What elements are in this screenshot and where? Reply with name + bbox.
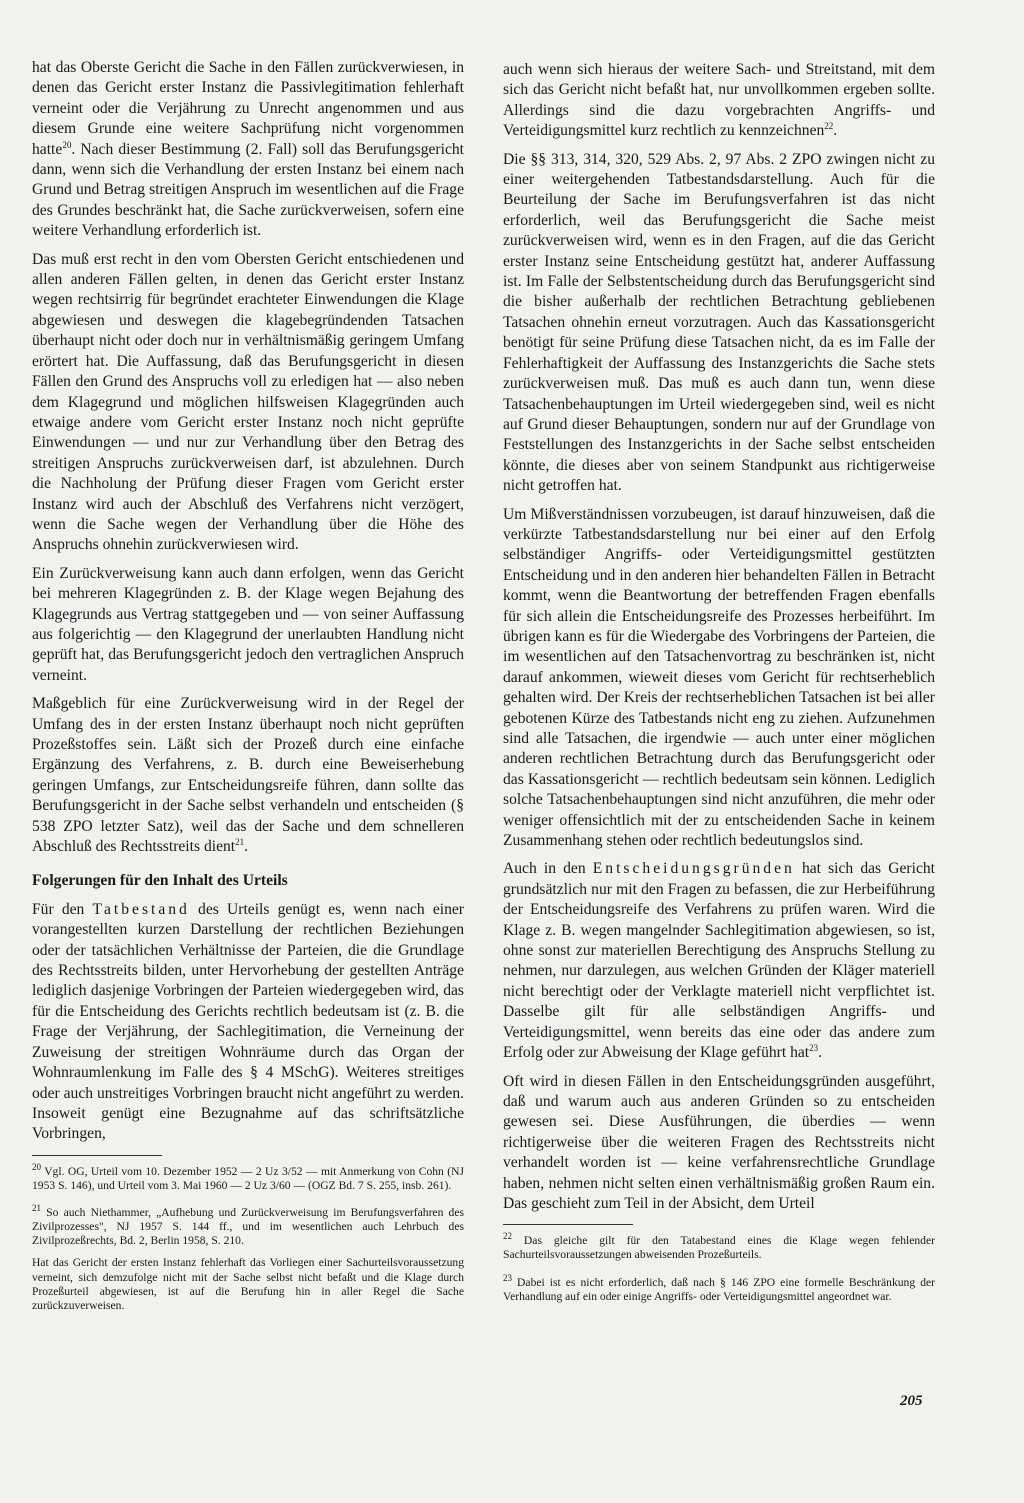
text-run: . Nach dieser Bestimmung (2. Fall) soll das Berufungsgericht dann, wenn sich die Verhandlung der ersten Instanz bei einem nach Grund und Betrag streitigen Anspruch im wesentlichen auf die Frage des Grundes beschränkt hat, die Sache zurückverweisen, sofern eine weitere Verhandlung erforderlich ist. — [32, 140, 464, 240]
footnote-20 — [32, 1160, 464, 1193]
text-run: . — [833, 122, 838, 140]
footnote-ref[interactable]: 21 — [235, 836, 245, 847]
text-run: hat sich das Gericht grundsätzlich nur mit den Fragen zu befassen, die zur Herbeiführung der Entscheidungsreife des Verfahrens zu prüfen waren. Wird die Klage z. B. wegen mangelnder Sachlegitimation abgewiesen, so ist, ohne sonst zur materiellen Berechtigung des Anspruchs Stellung zu nehmen, nur darzulegen, aus welchen Gründen der Kläger materiell nicht berechtigt oder der Verklagte materiell nicht verpflichtet ist. Dasselbe gilt für alle selbständigen Angriffs- und Verteidigungsmittel, wenn bereits das eine oder das andere zum Erfolg oder zur Abweisung der Klage geführt hat — [503, 860, 935, 1062]
paragraph: Um Mißverständnissen vorzubeugen, ist darauf hinzuweisen, daß die verkürzte Tatbestandsdarstellung nur bei einer auf den Erfolg selbständiger Angriffs- oder Verteidigungsmittel gestützten Entscheidung und in den anderen hier behandelten Fällen in Betracht kommt, wenn die Beantwortung der betreffenden Fragen ebenfalls für sich allein die Entscheidungsreife des Prozesses herbeiführt. Im übrigen kann es für die Wiedergabe des Vorbringens der Parteien, die im wesentlichen auf den Tatsachenvortrag zu beschränken ist, nicht darauf ankommen, wieweit dieses vom Gericht für rechtserheblich gehalten wird. Der Kreis der rechtserheblichen Tatsachen ist bei aller gebotenen Kürze des Tatbestands nicht eng zu ziehen. Aufzunehmen sind alle Tatsachen, die irgendwie — auch unter einer möglichen anderen rechtlichen Betrachtung durch das Berufungsgericht oder das Kassationsgericht — rechtlich bedeutsam sein können. Lediglich solche Tatsachenbehauptungen sind nicht anzuführen, die mehr oder weniger offensichtlich mit der zu entscheidenden Sache in keinem Zusammenhang stehen oder rechtlich bedeutungslos sind. — [503, 505, 935, 850]
paragraph — [503, 60, 935, 142]
footnote-text: Dabei ist es nicht erforderlich, daß nach § 146 ZPO eine formelle Beschränkung der Verhandlung auf ein oder einige Angriffs- oder Verteidigungsmittel angeordnet war. — [503, 1275, 935, 1303]
paragraph: Ein Zurückverweisung kann auch dann erfolgen, wenn das Gericht bei mehreren Klagegründen z. B. der Klage wegen Bejahung des Klagegrunds aus Vertrag stattgegeben und — von seiner Auffassung aus folgerichtig — den Klagegrund der unerlaubten Handlung nicht geprüft hat, das Berufungsgericht jedoch den vertraglichen Anspruch verneint. — [32, 564, 464, 684]
text-run: auch wenn sich hieraus der weitere Sach- und Streitstand, mit dem sich das Gericht nicht befaßt hat, nur unvollkommen ergeben sollte. Allerdings sind die dazu vorgebrachten Angriffs- und Verteidigungsmittel kurz rechtlich zu kennzeichnen — [503, 61, 935, 140]
right-column — [503, 60, 935, 1312]
footnote-divider — [32, 1155, 162, 1156]
footnote-ref[interactable]: 22 — [824, 121, 834, 132]
text-run: Maßgeblich für eine Zurückverweisung wird in der Regel der Umfang des in der ersten Instanz überhaupt noch nicht geprüften Prozeßstoffes sein. Läßt sich der Prozeß durch eine einfache Ergänzung des Verfahrens, z. B. durch eine Beweiserhebung geringen Umfangs, zur Entscheidungsreife führen, dann sollte das Berufungsgericht in der Sache selbst verhandeln und entscheiden (§ 538 ZPO letzter Satz), weil das der Sache und dem schnelleren Abschluß des Rechtsstreits dient — [32, 695, 464, 856]
paragraph — [503, 859, 935, 1063]
text-run: des Urteils genügt es, wenn nach einer vorangestellten kurzen Darstellung der rechtlichen Beziehungen oder der tatsächlichen Verhältnisse der Parteien, die die Grundlage des Rechtsstreits bilden, unter Hervorhebung der gestellten Anträge lediglich dasjenige Vorbringen der Parteien wiedergegeben wird, das für die Entscheidung des Gerichts rechtlich bedeutsam ist (z. B. die Frage der Verjährung, der Sachlegitimation, die Verneinung der Zuweisung der streitigen Wohnräume durch das Organ der Wohnraumlenkung im Falle des § 4 MSchG). Weiteres streitiges oder auch unstreitiges Vorbringen braucht nicht angeführt zu werden. Insoweit genügt eine Bezugnahme auf das schriftsätzliche Vorbringen, — [32, 900, 465, 1143]
spaced-term: Entscheidungsgründen — [592, 860, 795, 878]
paragraph — [32, 694, 464, 857]
text-run: Für den — [32, 900, 93, 918]
paragraph — [32, 58, 464, 242]
spaced-term: Tatbestand — [92, 900, 190, 918]
text-run: hat das Oberste Gericht die Sache in den Fällen zurückverwiesen, in denen das Gericht erster Instanz die Passivlegitimation fehlerhaft verneint oder die Verjährung zu Unrecht angenommen und aus diesem Grunde eine weitere Sachprüfung nicht vorgenommen hatte — [32, 59, 464, 158]
footnote-ref[interactable]: 20 — [62, 139, 72, 150]
text-run: . — [244, 838, 249, 856]
footnote-divider — [503, 1224, 633, 1225]
text-run: . — [818, 1044, 823, 1062]
footnote-text: Vgl. OG, Urteil vom 10. Dezember 1952 — 2 Uz 3/52 — mit Anmerkung von Cohn (NJ 1953 S. 146), und Urteil vom 3. Mai 1960 — 2 Uz 3/60 — (OGZ Bd. 7 S. 255, insb. 261). — [32, 1164, 464, 1192]
paragraph — [32, 900, 464, 1145]
paragraph: Das muß erst recht in den vom Obersten Gericht entschiedenen und allen anderen Fällen gelten, in denen das Gericht erster Instanz wegen rechtsirrig für begründet erachteter Einwendungen die Klage abgewiesen und deswegen die klagebegründenden Tatsachen überhaupt nicht oder doch nur in verhältnismäßig geringem Umfang erörtert hat. Die Auffassung, daß das Berufungsgericht in diesen Fällen den Grund des Anspruchs voll zu erledigen hat — also neben dem Klagegrund und möglichen hilfsweisen Klagegründen auch etwaige andere vom Gericht erster Instanz noch nicht geprüfte Einwendungen — und nur zur Verhandlung über den Betrag des streitigen Anspruchs zurückverweisen darf, ist abzulehnen. Durch die Nachholung der Prüfung dieser Fragen vom Gericht erster Instanz wird auch der Abschluß des Verfahrens nicht verzögert, wenn die Sache wegen der Verhandlung über die Höhe des Anspruchs ohnehin zurückverwiesen wird. — [32, 250, 464, 554]
footnote-23 — [503, 1271, 935, 1304]
footnote-text: So auch Niethammer, „Aufhebung und Zurückverweisung im Berufungsverfahren des Zivilprozesses", NJ 1957 S. 144 ff., und im wesentlichen auch Lehrbuch des Zivilprozeßrechts, Bd. 2, Berlin 1958, S. 210. — [32, 1205, 464, 1248]
page-number: 205 — [900, 1393, 923, 1409]
footnote-number: 21 — [32, 1202, 41, 1213]
footnote-ref[interactable]: 23 — [809, 1042, 819, 1053]
footnote-text: Das gleiche gilt für den Tatabestand eines die Klage wegen fehlender Sachurteilsvoraussetzungen abweisenden Prozeßurteils. — [503, 1234, 935, 1262]
footnote-number: 23 — [503, 1272, 512, 1283]
footnote-22 — [503, 1229, 935, 1262]
footnote-21-continued: Hat das Gericht der ersten Instanz fehlerhaft das Vorliegen einer Sachurteilsvoraussetzung verneint, sich demzufolge nicht mit der Sache selbst nicht befaßt und die Klage durch Prozeßurteil abgewiesen, ist auf die Berufung hin in aller Regel die Sache zurückzuverweisen. — [32, 1256, 464, 1313]
left-column — [32, 58, 464, 1321]
paragraph: Oft wird in diesen Fällen in den Entscheidungsgründen ausgeführt, daß und warum auch aus anderen Gründen so zu entscheiden gewesen sei. Diese Ausführungen, die überdies — wenn richtigerweise über die weiteren Fragen des Rechtsstreits nicht verhandelt worden ist — keine verfahrensrechtliche Grundlage haben, nehmen nicht selten einen verhältnismäßig großen Raum ein. Das geschieht zum Teil in der Absicht, dem Urteil — [503, 1072, 935, 1212]
footnote-21 — [32, 1201, 464, 1248]
text-run: Auch in den — [503, 860, 593, 878]
footnote-number: 22 — [503, 1231, 512, 1242]
footnote-number: 20 — [32, 1161, 41, 1172]
section-heading: Folgerungen für den Inhalt des Urteils — [32, 872, 288, 890]
paragraph: Die §§ 313, 314, 320, 529 Abs. 2, 97 Abs. 2 ZPO zwingen nicht zu einer weitergehenden Tatbestandsdarstellung. Auch für die Beurteilung der Sache im Berufungsverfahren ist das nicht erforderlich, weil das Berufungsgericht die Sache meist zurückverweisen wird, wenn es in den Fragen, auf die das Gericht erster Instanz seine Entscheidung gestützt hat, anderer Auffassung ist. Im Falle der Selbstentscheidung durch das Berufungsgericht sind die bisher außerhalb der rechtlichen Betrachtung gebliebenen Tatsachen ohnehin erneut vorzutragen. Auch das Kassationsgericht benötigt für seine Prüfung diese Tatsachen nicht, da es im Falle der Fehlerhaftigkeit der Auffassung des Instanzgerichts die Sache stets zurückverweisen muß. Das muß es auch dann tun, wenn diese Tatsachenbehauptungen im Urteil wiedergegeben sind, weil es nicht auf Grund dieser Behauptungen, sondern nur auf der Grundlage von Feststellungen des Instanzgerichts in der Sache selbst entscheiden könnte, die dieses aber von seinem Standpunkt aus richtigerweise nicht getroffen hat. — [503, 150, 935, 495]
